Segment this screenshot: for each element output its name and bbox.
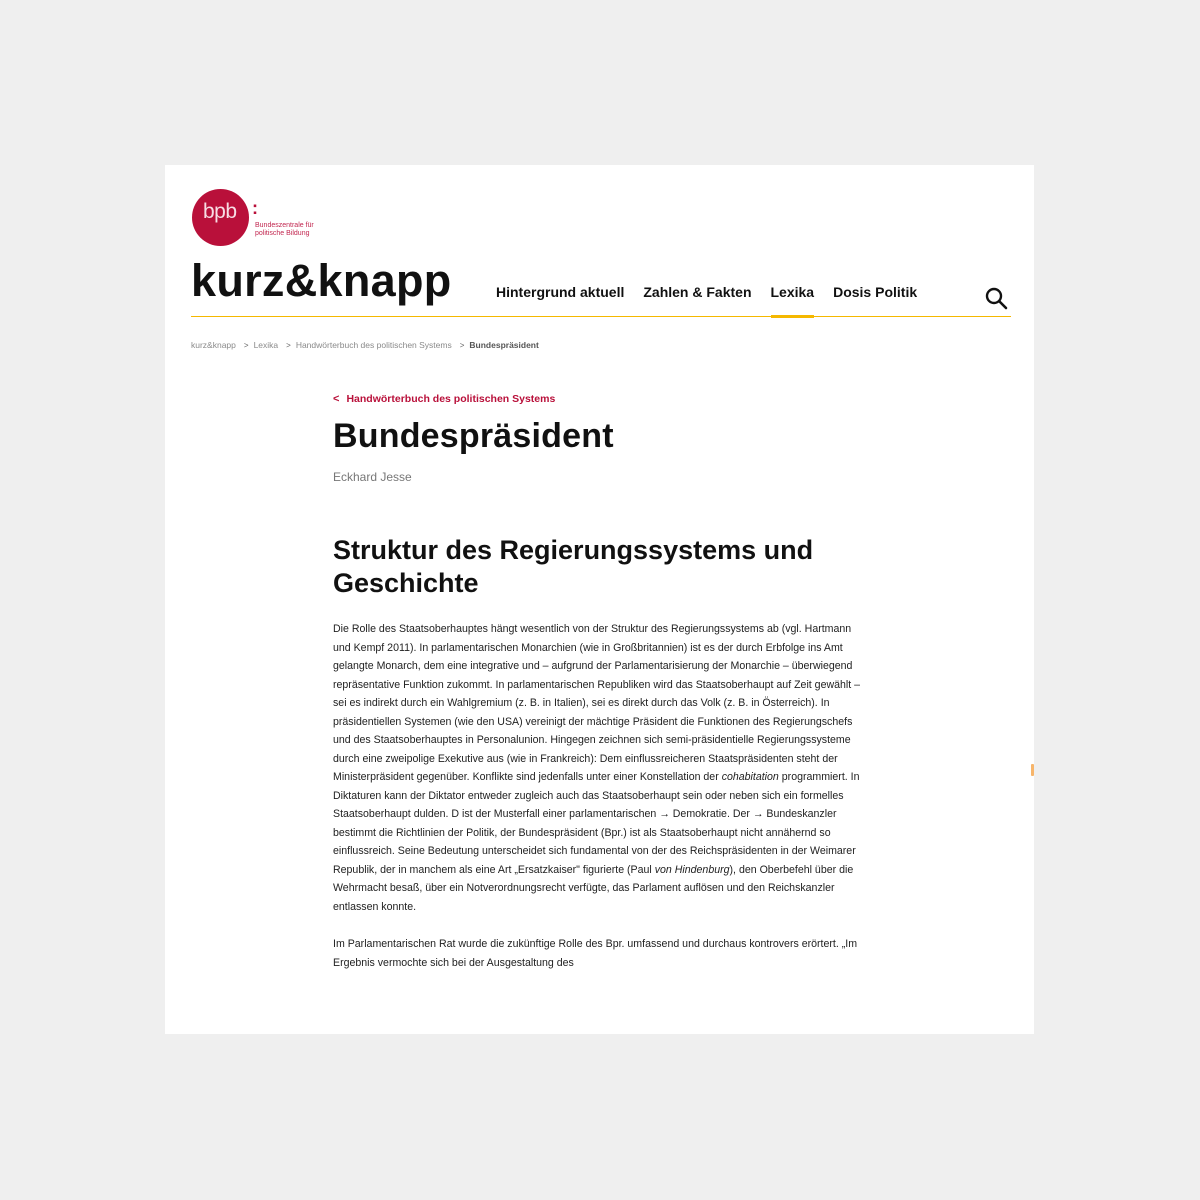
breadcrumb-chevron-icon: > [286,340,291,350]
back-link[interactable] [333,393,873,405]
page-container [165,165,1034,1034]
nav-item-zahlen-fakten[interactable]: Zahlen & Fakten [643,284,752,300]
arrow-right-icon: → [752,808,764,820]
section-heading: Struktur des Regierungssystems und Geschichte [333,535,814,598]
main-nav [496,284,936,310]
breadcrumb-item-kurz-knapp[interactable]: kurz&knapp [191,340,236,350]
brand-title[interactable]: kurz&knapp [191,255,452,306]
back-link-label: Handwörterbuch des politischen Systems [346,393,556,405]
nav-item-dosis-politik[interactable]: Dosis Politik [833,284,918,300]
search-icon [984,286,1010,312]
logo-subtitle-line2: politische Bildung [255,230,310,237]
nav-divider [191,316,1011,317]
body-paragraph-2: Im Parlamentarischen Rat wurde die zukünftige Rolle des Bpr. umfassend und durchaus kontrovers erörtert. „Im Ergebnis vermochte sich bei der Ausgestaltung des [333,938,858,969]
text: programmiert. In Diktaturen kann der Diktator entweder zugleich auch das Staatsoberhaupt sein oder neben sich ein formelles Staatsoberhaupt dulden. D ist der Musterfall einer parlamentarischen [333,771,860,820]
nav-item-hintergrund-aktuell[interactable]: Hintergrund aktuell [496,284,625,300]
logo-mark: bpb [203,200,237,223]
breadcrumb-chevron-icon: > [243,340,249,350]
chevron-left-icon: < [333,393,340,405]
breadcrumb-chevron-icon: > [459,340,465,350]
logo-circle [192,189,249,246]
emphasis: cohabitation [721,771,779,783]
scroll-indicator[interactable] [1031,764,1034,776]
text: bestimmt die Richtlinien der Politik, der Bundespräsident (Bpr.) ist als Staatsoberhaupt nicht annähernd so einflussreich. Seine Bedeutung unterscheidet sich fundamental von der des Reichspräsidenten in der Weimarer Republik, der in manchem als eine Art „Ersatzkaiser" figurierte (Paul [333,826,856,876]
logo-subtitle-line1: Bundeszentrale für [255,222,314,229]
search-button[interactable] [984,286,1010,312]
breadcrumb-item-handwoerterbuch[interactable]: Handwörterbuch des politischen Systems [295,340,452,350]
bpb-logo[interactable] [192,189,352,249]
text: Die Rolle des Staatsoberhauptes hängt wesentlich von der Struktur des Regierungssystems ab (vgl. Hartmann und Kempf 2011). In parlamentarischen Monarchien (wie in Großbritannien) ist es der durch Erbfolge ins Amt gelangte Monarch, dem eine integrative und – aufgrund der Parlamentarisierung der Monarchie – überwiegend repräsentative Funktion zukommt. In parlamentarischen Republiken wird das Staatsoberhaupt auf Zeit gewählt – sei es indirekt durch ein Wahlgremium (z. B. in Italien), sei es direkt durch das Volk (z. B. in Österreich). In präsidentiellen Systemen (wie den USA) vereinigt der mächtige Präsident die Funktionen des Regierungschefs und des Staatsoberhauptes in Personalunion. Hingegen zeichnen sich semi-präsidentielle Regierungssysteme durch eine zweipolige Exekutive aus (wie in Frankreich): Dem einflussreicheren Staatspräsidenten steht der Ministerpräsident gegenüber. Konflikte sind jedenfalls unter einer Konstellation der [333,623,861,783]
text: . Der [726,808,753,820]
article [333,393,873,972]
link-demokratie[interactable]: Demokratie [672,808,727,820]
logo-subtitle [255,222,355,238]
breadcrumb-item-lexika[interactable]: Lexika [253,340,279,350]
link-bundeskanzler[interactable]: Bundeskanzler [766,808,837,820]
author: Eckhard Jesse [333,470,412,484]
nav-item-lexika[interactable]: Lexika [771,284,815,310]
text: ), den Oberbefehl über die Wehrmacht besaß, über ein Notverordnungsrecht verfügte, das Parlament auflösen und den Reichskanzler entlassen konnte. [333,863,854,913]
breadcrumb-item-current: Bundespräsident [469,340,539,350]
breadcrumb [191,340,539,350]
body-paragraph-1 [333,620,869,916]
emphasis: von Hindenburg [654,863,730,876]
arrow-right-icon: → [659,808,670,820]
logo-colon: : [252,198,258,218]
page-title: Bundespräsident [333,417,614,455]
